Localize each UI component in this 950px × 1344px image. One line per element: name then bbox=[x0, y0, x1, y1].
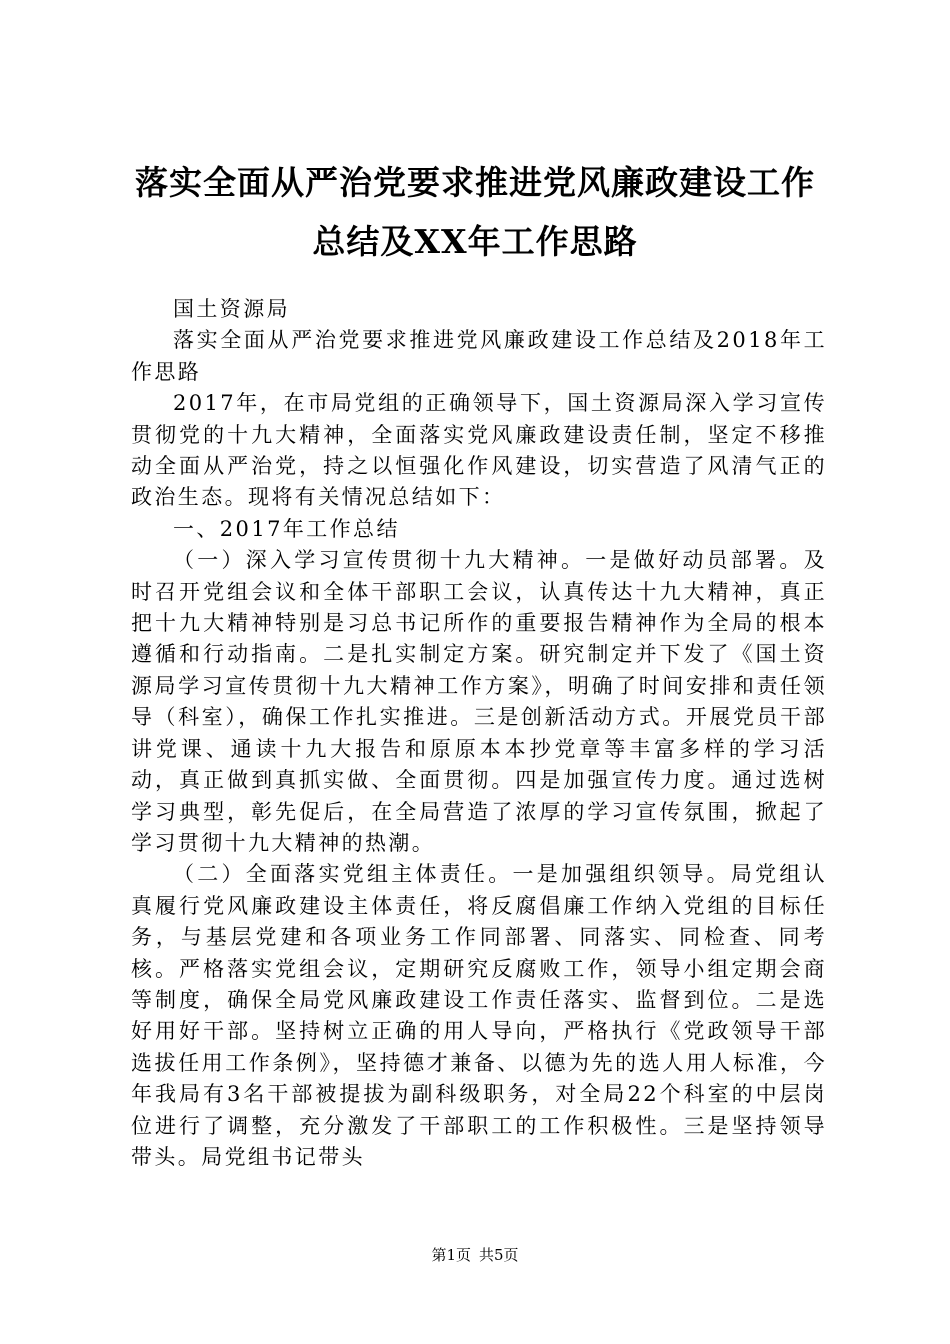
body-paragraph: （二）全面落实党组主体责任。一是加强组织领导。局党组认真履行党风廉政建设主体责任，将反腐倡廉工作纳入党组的目标任务，与基层党建和各项业务工作同部署、同落实、同检查、同考核。严格落实党组会议，定期研究反腐败工作，领导小组定期会商等制度，确保全局党风廉政建设工作责任落实、监督到位。二是选好用好干部。坚持树立正确的用人导向，严格执行《党政领导干部选拔任用工作条例》，坚持德才兼备、以德为先的选人用人标准，今年我局有3名干部被提拔为副科级职务，对全局22个科室的中层岗位进行了调整，充分激发了干部职工的工作积极性。三是坚持领导带头。局党组书记带头 bbox=[131, 862, 827, 1169]
subtitle-paragraph: 落实全面从严治党要求推进党风廉政建设工作总结及2018年工作思路 bbox=[131, 328, 827, 384]
body-paragraph: （一）深入学习宣传贯彻十九大精神。一是做好动员部署。及时召开党组会议和全体干部职工会议，认真传达十九大精神，真正把十九大精神特别是习总书记所作的重要报告精神作为全局的根本遵循和行动指南。二是扎实制定方案。研究制定并下发了《国土资源局学习宣传贯彻十九大精神工作方案》，明确了时间安排和责任领导（科室），确保工作扎实推进。三是创新活动方式。开展党员干部讲党课、通读十九大报告和原原本本抄党章等丰富多样的学习活动，真正做到真抓实做、全面贯彻。四是加强宣传力度。通过选树学习典型，彰先促后，在全局营造了浓厚的学习宣传氛围，掀起了学习贯彻十九大精神的热潮。 bbox=[131, 548, 827, 855]
page-number-current: 第1页 bbox=[431, 1246, 471, 1264]
document-title-line-2: 总结及XX年工作思路 bbox=[312, 222, 638, 261]
section-heading: 一、2017年工作总结 bbox=[173, 516, 400, 541]
author-line: 国土资源局 bbox=[173, 297, 290, 321]
document-body bbox=[131, 294, 827, 1173]
page-footer bbox=[0, 1245, 950, 1265]
intro-paragraph: 2017年，在市局党组的正确领导下，国土资源局深入学习宣传贯彻党的十九大精神，全面落实党风廉政建设责任制，坚定不移推动全面从严治党，持之以恒强化作风建设，切实营造了风清气正的政治生态。现将有关情况总结如下： bbox=[131, 391, 827, 510]
document-title-line-1: 落实全面从严治党要求推进党风廉政建设工作 bbox=[135, 163, 815, 202]
page-number-total: 共5页 bbox=[479, 1246, 519, 1264]
